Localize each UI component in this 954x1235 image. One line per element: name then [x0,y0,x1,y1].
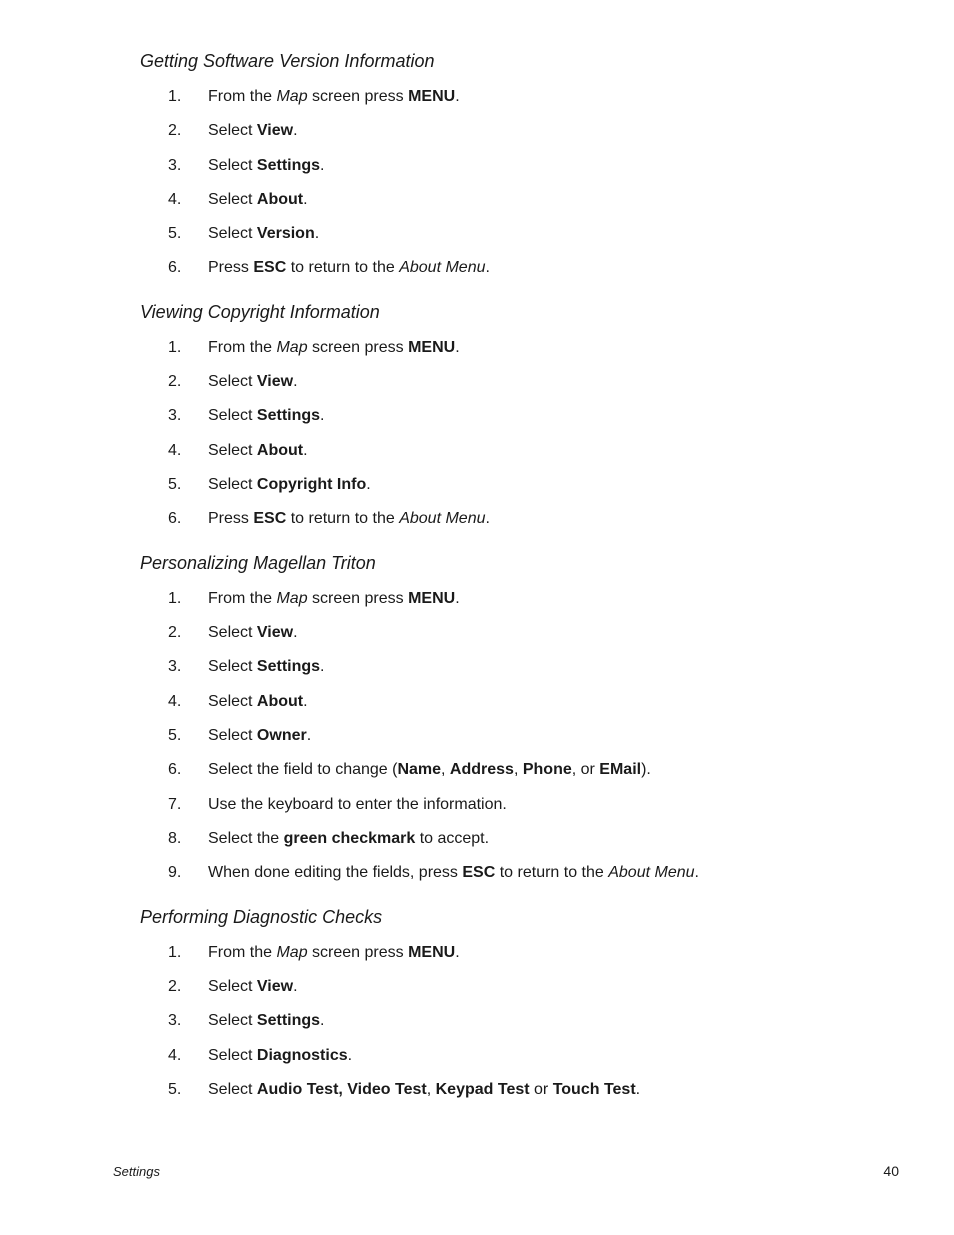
bold-term: ESC [462,864,496,881]
text-run: Select [208,727,257,744]
bold-term: About [256,191,304,208]
text-run: . [320,157,325,174]
text-run: . [366,476,371,493]
bold-term: About [256,693,304,710]
text-run: Select [208,407,257,424]
step-text [208,691,308,713]
text-run: From the [208,88,277,105]
step-item [0,862,900,884]
step-item [0,405,900,427]
step-number: 6. [168,259,182,276]
step-item [0,725,900,747]
text-run: . [320,407,325,424]
step-number: 6. [168,510,182,527]
step-text [208,223,319,245]
section-heading-diagnostics: Performing Diagnostic Checks [140,907,383,927]
bold-term: MENU [408,944,456,961]
text-run: . [320,1012,325,1029]
text-run: . [293,978,298,995]
text-run: . [694,864,699,881]
bold-term: About [256,442,304,459]
footer-section-name: Settings [113,1164,160,1179]
text-run: , [426,1081,436,1098]
text-run: Select [208,157,257,174]
bold-term: Touch Test [552,1081,636,1098]
text-run: From the [208,944,277,961]
step-text [208,508,490,530]
bold-term: View [256,122,294,139]
step-item [0,828,900,850]
step-text [208,976,298,998]
step-text [208,405,325,427]
step-number: 5. [168,727,182,744]
bold-term: Settings [256,1012,321,1029]
text-run: Select [208,1081,257,1098]
step-number: 2. [168,373,182,390]
step-item [0,189,900,211]
step-item [0,337,900,359]
step-text [208,1010,325,1032]
text-run: Select the field to change ( [208,761,398,778]
step-item [0,976,900,998]
text-run: screen press [307,339,409,356]
text-run: . [455,339,460,356]
step-number: 5. [168,225,182,242]
bold-term: MENU [408,590,456,607]
step-number: 2. [168,624,182,641]
text-run: . [293,122,298,139]
text-run: Use the keyboard to enter the information. [208,796,507,813]
step-text [208,862,699,884]
bold-term: Copyright Info [256,476,367,493]
step-text [208,371,298,393]
step-item [0,371,900,393]
step-text [208,189,308,211]
italic-term: About Menu [399,510,486,527]
step-text [208,155,325,177]
section-heading-copyright: Viewing Copyright Information [140,302,380,322]
bold-term: MENU [408,339,456,356]
bold-term: View [256,373,294,390]
text-run: . [303,191,308,208]
step-number: 3. [168,1012,182,1029]
text-run: . [303,693,308,710]
step-number: 2. [168,122,182,139]
step-number: 3. [168,157,182,174]
bold-term: Version [256,225,315,242]
step-number: 1. [168,590,182,607]
text-run: . [635,1081,641,1098]
step-item [0,508,900,530]
step-number: 7. [168,796,182,813]
italic-term: Map [276,944,308,961]
text-run: to return to the [495,864,609,881]
text-run: . [455,944,460,961]
text-run: . [320,658,325,675]
step-text [208,759,651,781]
text-run: . [293,624,298,641]
step-number: 6. [168,761,182,778]
step-item [0,86,900,108]
step-text [208,474,371,496]
step-number: 4. [168,693,182,710]
step-number: 5. [168,476,182,493]
step-item [0,794,900,816]
step-text [208,86,460,108]
bold-term: Keypad Test [435,1081,530,1098]
text-run: Press [208,259,254,276]
text-run: . [303,442,308,459]
text-run: screen press [307,590,409,607]
text-run: Press [208,510,254,527]
text-run: Select [208,476,257,493]
text-run: . [314,225,320,242]
bold-term: Settings [256,157,321,174]
text-run: Select [208,1012,257,1029]
italic-term: About Menu [399,259,486,276]
step-number: 5. [168,1081,182,1098]
step-text [208,942,460,964]
step-item [0,120,900,142]
bold-term: MENU [408,88,456,105]
text-run: From the [208,339,277,356]
step-number: 9. [168,864,182,881]
step-number: 8. [168,830,182,847]
bold-term: Owner [256,727,307,744]
step-text [208,588,460,610]
step-item [0,1010,900,1032]
step-text [208,794,507,816]
step-text [208,622,298,644]
text-run: From the [208,590,277,607]
bold-term: Diagnostics [256,1047,348,1064]
step-item [0,588,900,610]
text-run: to return to the [286,510,400,527]
bold-term: Audio Test, Video Test [256,1081,427,1098]
step-number: 4. [168,1047,182,1064]
text-run: or [529,1081,553,1098]
step-item [0,474,900,496]
bold-term: View [256,978,294,995]
text-run: Select [208,978,257,995]
step-item [0,223,900,245]
bold-term: Settings [256,658,321,675]
step-item [0,257,900,279]
text-run: . [455,590,460,607]
text-run: . [485,259,490,276]
text-run: . [347,1047,353,1064]
section-heading-personalizing: Personalizing Magellan Triton [140,553,376,573]
text-run: Select [208,624,257,641]
step-text [208,656,325,678]
step-number: 4. [168,442,182,459]
bold-term: EMail [599,761,642,778]
text-run: . [293,373,298,390]
step-text [208,828,489,850]
step-item [0,440,900,462]
text-run: When done editing the fields, press [208,864,463,881]
bold-term: Address [449,761,514,778]
italic-term: About Menu [608,864,695,881]
text-run: , [513,761,523,778]
section-heading-software-version: Getting Software Version Information [140,51,435,71]
text-run: screen press [307,88,409,105]
text-run: screen press [307,944,409,961]
step-number: 1. [168,88,182,105]
text-run: , [441,761,450,778]
step-text [208,120,298,142]
step-item [0,942,900,964]
step-number: 1. [168,944,182,961]
step-item [0,691,900,713]
text-run: Select [208,373,257,390]
step-item [0,1079,900,1101]
text-run: Select [208,693,257,710]
step-item [0,155,900,177]
text-run: . [455,88,460,105]
text-run: Select [208,442,257,459]
step-text [208,1079,640,1101]
bold-term: ESC [253,259,287,276]
text-run: to return to the [286,259,400,276]
step-text [208,440,308,462]
text-run: Select [208,122,257,139]
step-text [208,337,460,359]
text-run: to accept. [415,830,490,847]
italic-term: Map [276,339,308,356]
step-text [208,257,490,279]
bold-term: View [256,624,294,641]
step-item [0,759,900,781]
footer-page-number: 40 [883,1163,899,1179]
bold-term: Name [397,761,442,778]
bold-term: ESC [253,510,287,527]
step-item [0,656,900,678]
step-item [0,1045,900,1067]
text-run: Select [208,191,257,208]
step-number: 3. [168,658,182,675]
text-run: Select [208,658,257,675]
step-number: 3. [168,407,182,424]
step-item [0,622,900,644]
italic-term: Map [276,590,308,607]
step-number: 1. [168,339,182,356]
text-run: , or [571,761,600,778]
text-run: ). [641,761,651,778]
italic-term: Map [276,88,308,105]
step-number: 4. [168,191,182,208]
step-text [208,1045,352,1067]
bold-term: green checkmark [283,830,416,847]
bold-term: Settings [256,407,321,424]
text-run: . [306,727,312,744]
text-run: . [485,510,490,527]
step-text [208,725,311,747]
step-number: 2. [168,978,182,995]
bold-term: Phone [522,761,572,778]
text-run: Select [208,1047,257,1064]
text-run: Select [208,225,257,242]
text-run: Select the [208,830,284,847]
